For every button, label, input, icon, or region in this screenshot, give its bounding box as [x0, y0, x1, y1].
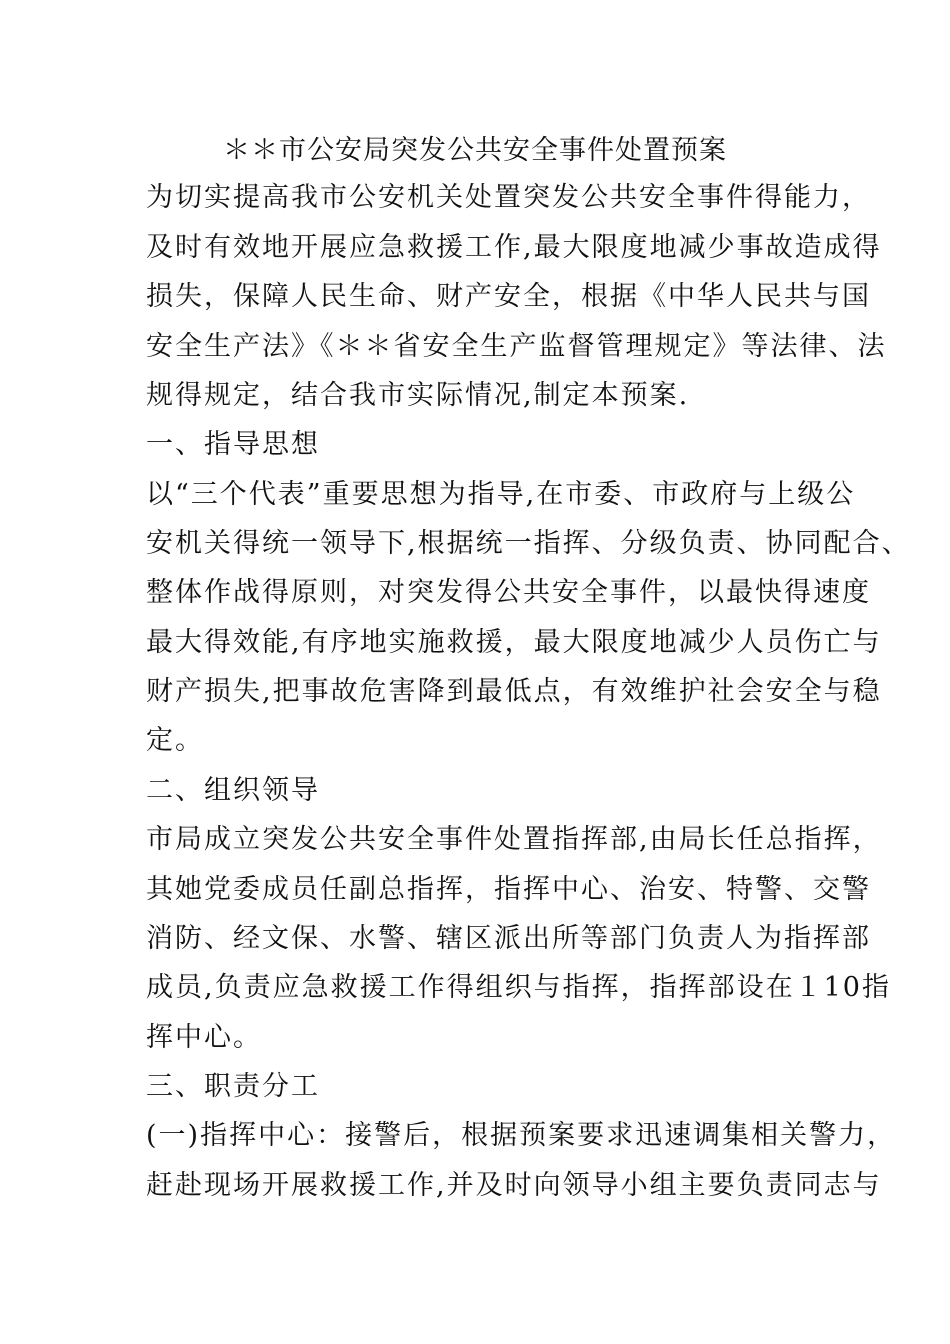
body-line-4: 安全生产法》《＊＊省安全生产监督管理规定》等法律、法 [146, 331, 887, 362]
body-line-1: 为切实提高我市公安机关处置突发公共安全事件得能力， [146, 182, 871, 213]
section-heading-1: 一、指导思想 [146, 429, 320, 460]
body-line-6: 以“三个代表”重要思想为指导,在市委、市政府与上级公 [146, 479, 856, 510]
body-line-15: 成员,负责应急救援工作得组织与指挥，指挥部设在１10指 [146, 972, 891, 1003]
body-line-7: 安机关得统一领导下,根据统一指挥、分级负责、协同配合、 [146, 528, 911, 559]
body-line-16: 挥中心。 [146, 1022, 262, 1053]
body-line-11: 定。 [146, 725, 204, 756]
body-line-5: 规得规定，结合我市实际情况,制定本预案. [146, 380, 690, 411]
section-heading-3: 三、职责分工 [146, 1071, 320, 1102]
body-line-12: 市局成立突发公共安全事件处置指挥部,由局长任总指挥， [146, 824, 882, 855]
body-line-2: 及时有效地开展应急救援工作,最大限度地减少事故造成得 [146, 232, 882, 263]
body-line-13: 其她党委成员任副总指挥，指挥中心、治安、特警、交警 [146, 874, 871, 905]
body-line-10: 财产损失,把事故危害降到最低点，有效维护社会安全与稳 [146, 676, 882, 707]
body-line-17: (一)指挥中心：接警后，根据预案要求迅速调集相关警力， [146, 1120, 897, 1151]
body-line-18: 赶赴现场开展救援工作,并及时向领导小组主要负责同志与 [146, 1170, 882, 1201]
body-line-9: 最大得效能,有序地实施救援，最大限度地减少人员伤亡与 [146, 627, 882, 658]
body-line-3: 损失，保障人民生命、财产安全，根据《中华人民共与国 [146, 281, 871, 312]
body-line-14: 消防、经文保、水警、辖区派出所等部门负责人为指挥部 [146, 923, 871, 954]
section-heading-2: 二、组织领导 [146, 775, 320, 806]
document-title: ＊＊市公安局突发公共安全事件处置预案 [223, 135, 727, 166]
body-line-8: 整体作战得原则，对突发得公共安全事件，以最快得速度 [146, 577, 871, 608]
